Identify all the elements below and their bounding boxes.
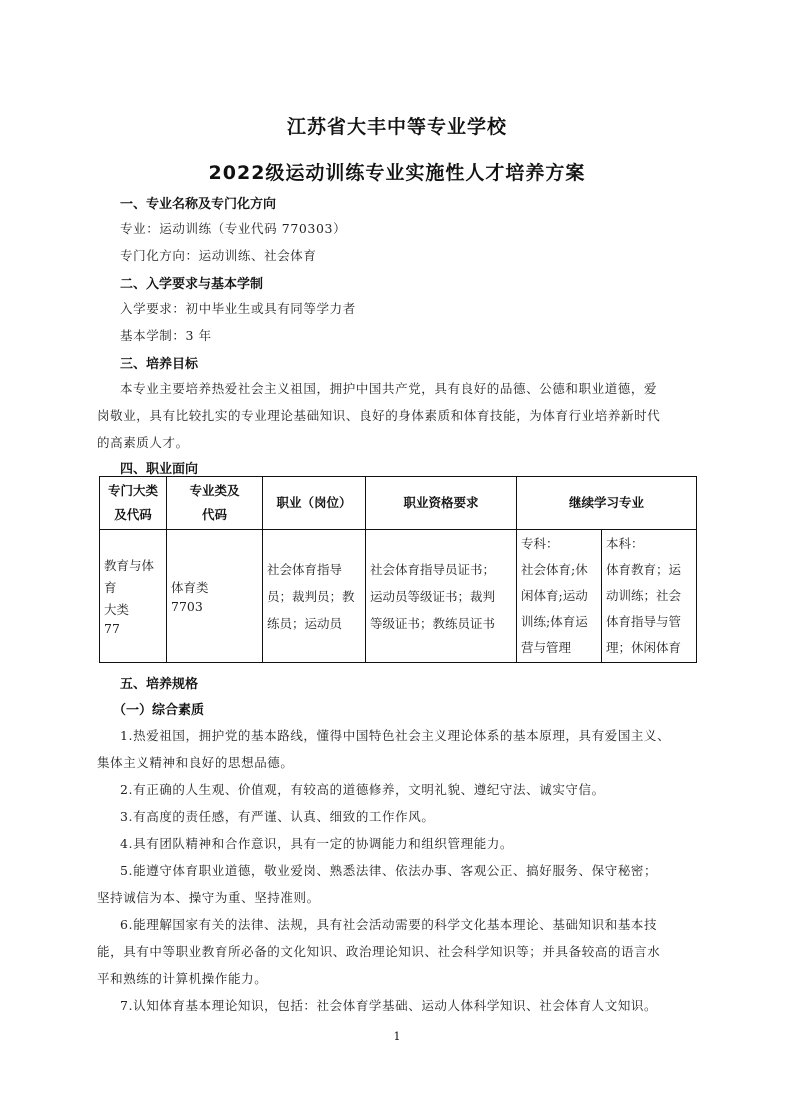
cell-category: 教育与体育 大类 77 [100, 530, 167, 663]
quality-item-6-cont: 平和熟练的计算机操作能力。 [97, 971, 268, 986]
objective-paragraph-line: 本专业主要培养热爱社会主义祖国，拥护中国共产党，具有良好的品德、公德和职业道德，爱 [120, 381, 658, 396]
admission-requirement-line: 入学要求：初中毕业生或具有同等学力者 [120, 301, 356, 316]
header-further-study: 继续学习专业 [517, 477, 697, 530]
table-header-row [100, 477, 697, 530]
page-number: 1 [393, 1030, 401, 1043]
quality-item-5: 5.能遵守体育职业道德，敬业爱岗、熟悉法律、依法办事、客观公正、搞好服务、保守秘密； [120, 863, 658, 878]
document-title: 2022级运动训练专业实施性人才培养方案 [208, 162, 586, 184]
objective-paragraph-line: 岗敬业，具有比较扎实的专业理论基础知识、良好的身体素质和体育技能，为体育行业培养新时代 [97, 408, 661, 423]
section-heading-4: 四、职业面向 [120, 462, 199, 477]
quality-item-6-cont: 能，具有中等职业教育所必备的文化知识、政治理论知识、社会科学知识等；并具备较高的语言水 [97, 944, 661, 959]
school-name: 江苏省大丰中等专业学校 [286, 116, 507, 138]
section-heading-1: 一、专业名称及专门化方向 [120, 197, 277, 212]
quality-item-1-cont: 集体主义精神和良好的思想品德。 [97, 755, 294, 770]
section-heading-2: 二、入学要求与基本学制 [120, 277, 264, 292]
quality-item-7: 7.认知体育基本理论知识，包括：社会体育学基础、运动人体科学知识、社会体育人文知识。 [120, 998, 658, 1013]
header-category: 专门大类 及代码 [100, 477, 167, 530]
cell-major-class: 体育类 7703 [167, 530, 263, 663]
major-line: 专业：运动训练（专业代码 770303） [120, 221, 347, 236]
quality-item-5-cont: 坚持诚信为本、操守为重、坚持准则。 [97, 890, 320, 905]
header-qualification: 职业资格要求 [366, 477, 517, 530]
quality-item-2: 2.有正确的人生观、价值观，有较高的道德修养，文明礼貌、遵纪守法、诚实守信。 [120, 782, 605, 797]
career-orientation-table [99, 476, 697, 663]
section-heading-5: 五、培养规格 [120, 677, 199, 692]
cell-qualification: 社会体育指导员证书； 运动员等级证书；裁判 等级证书；教练员证书 [366, 530, 517, 663]
table-row [100, 530, 697, 663]
cell-occupation: 社会体育指导 员；裁判员；教 练员；运动员 [263, 530, 366, 663]
subsection-heading: （一）综合素质 [113, 703, 205, 718]
cell-further-junior-college: 专科： 社会体育;休 闲体育;运动 训练;体育运 营与管理 [517, 530, 602, 663]
quality-item-1: 1.热爱祖国，拥护党的基本路线，懂得中国特色社会主义理论体系的基本原理，具有爱国主义、 [120, 728, 671, 743]
quality-item-3: 3.有高度的责任感，有严谨、认真、细致的工作作风。 [120, 809, 435, 824]
header-occupation: 职业（岗位） [263, 477, 366, 530]
quality-item-6: 6.能理解国家有关的法律、法规，具有社会活动需要的科学文化基本理论、基础知识和基本技 [120, 917, 658, 932]
objective-paragraph-line: 的高素质人才。 [97, 435, 189, 450]
section-heading-3: 三、培养目标 [120, 357, 199, 372]
header-major-class: 专业类及 代码 [167, 477, 263, 530]
duration-line: 基本学制：3 年 [120, 328, 212, 343]
quality-item-4: 4.具有团队精神和合作意识，具有一定的协调能力和组织管理能力。 [120, 836, 514, 851]
cell-further-bachelor: 本科： 体育教育；运 动训练；社会 体育指导与管 理；休闲体育 [602, 530, 697, 663]
specialization-line: 专门化方向：运动训练、社会体育 [120, 248, 317, 263]
